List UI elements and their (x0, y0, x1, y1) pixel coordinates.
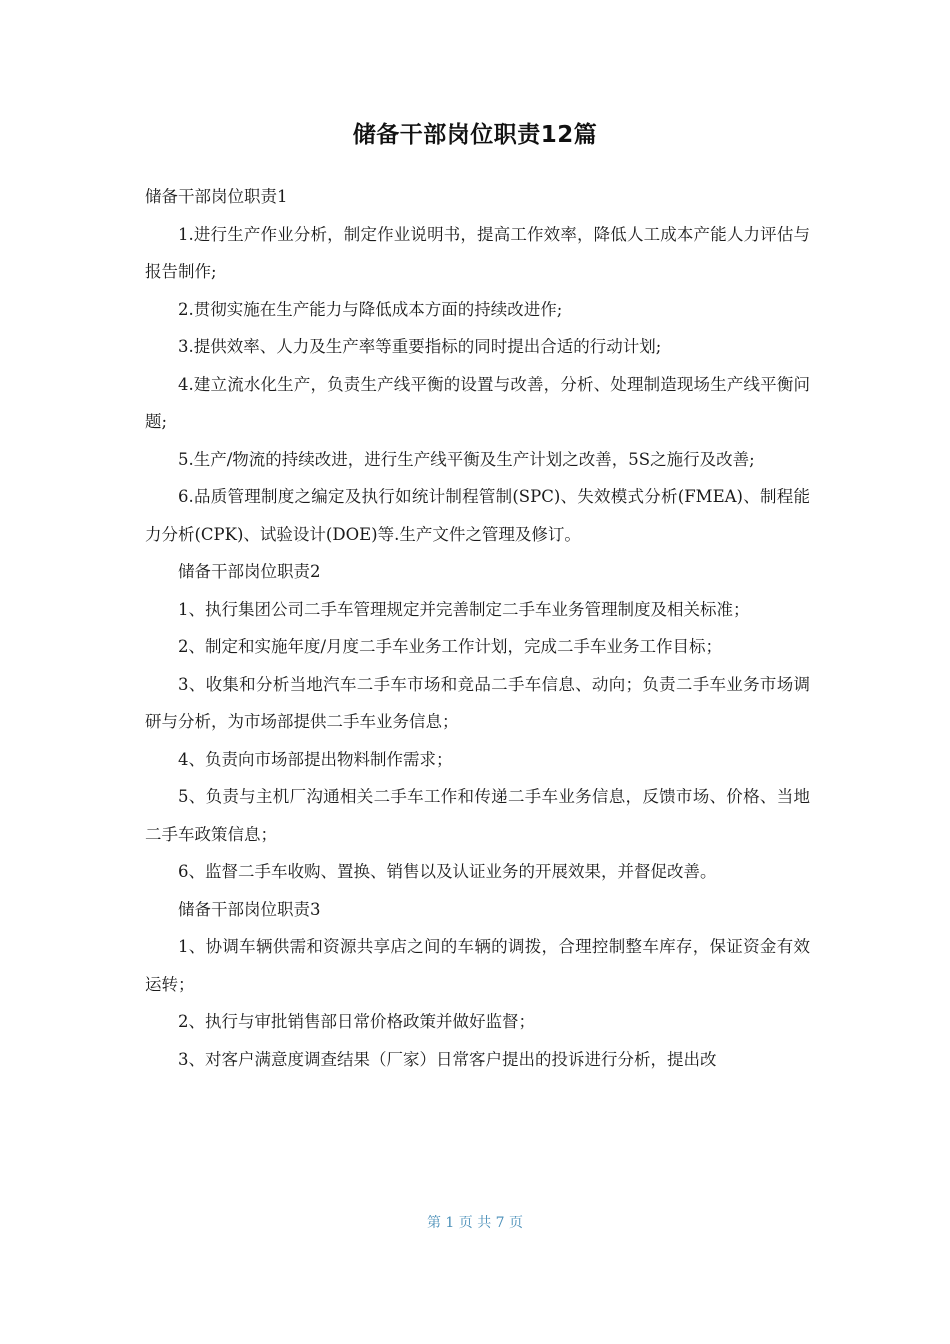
paragraph: 3、对客户满意度调查结果（厂家）日常客户提出的投诉进行分析，提出改 (178, 1049, 717, 1069)
paragraph: 6.品质管理制度之编定及执行如统计制程管制(SPC)、失效模式分析(FMEA)、制程能力分析(CPK)、试验设计(DOE)等.生产文件之管理及修订。 (145, 487, 810, 544)
paragraph: 3、收集和分析当地汽车二手车市场和竞品二手车信息、动向；负责二手车业务市场调研与分析，为市场部提供二手车业务信息； (145, 674, 810, 731)
page-footer: 第 1 页 共 7 页 (426, 1215, 524, 1231)
paragraph: 3.提供效率、人力及生产率等重要指标的同时提出合适的行动计划; (178, 337, 662, 356)
paragraph: 1.进行生产作业分析，制定作业说明书，提高工作效率，降低人工成本产能人力评估与报告制作; (145, 224, 810, 281)
document-title: 储备干部岗位职责12篇 (352, 122, 598, 148)
paragraph: 5.生产/物流的持续改进，进行生产线平衡及生产计划之改善，5S之施行及改善; (178, 449, 755, 469)
paragraph: 5、负责与主机厂沟通相关二手车工作和传递二手车业务信息，反馈市场、价格、当地二手车政策信息； (145, 787, 810, 844)
section-heading: 储备干部岗位职责2 (178, 562, 321, 581)
paragraph: 2、执行与审批销售部日常价格政策并做好监督； (178, 1012, 535, 1031)
paragraph: 4.建立流水化生产，负责生产线平衡的设置与改善，分析、处理制造现场生产线平衡问题; (145, 374, 810, 431)
paragraph: 1、执行集团公司二手车管理规定并完善制定二手车业务管理制度及相关标准； (178, 599, 750, 619)
section-heading: 储备干部岗位职责1 (145, 187, 288, 206)
paragraph: 2.贯彻实施在生产能力与降低成本方面的持续改进作; (178, 299, 563, 319)
section-heading: 储备干部岗位职责3 (178, 899, 321, 919)
document-body (145, 178, 810, 1078)
paragraph: 4、负责向市场部提出物料制作需求； (178, 749, 453, 769)
paragraph: 6、监督二手车收购、置换、销售以及认证业务的开展效果，并督促改善。 (178, 862, 717, 881)
paragraph: 1、协调车辆供需和资源共享店之间的车辆的调拨，合理控制整车库存，保证资金有效运转； (145, 937, 810, 994)
paragraph: 2、制定和实施年度/月度二手车业务工作计划，完成二手车业务工作目标； (178, 637, 723, 656)
